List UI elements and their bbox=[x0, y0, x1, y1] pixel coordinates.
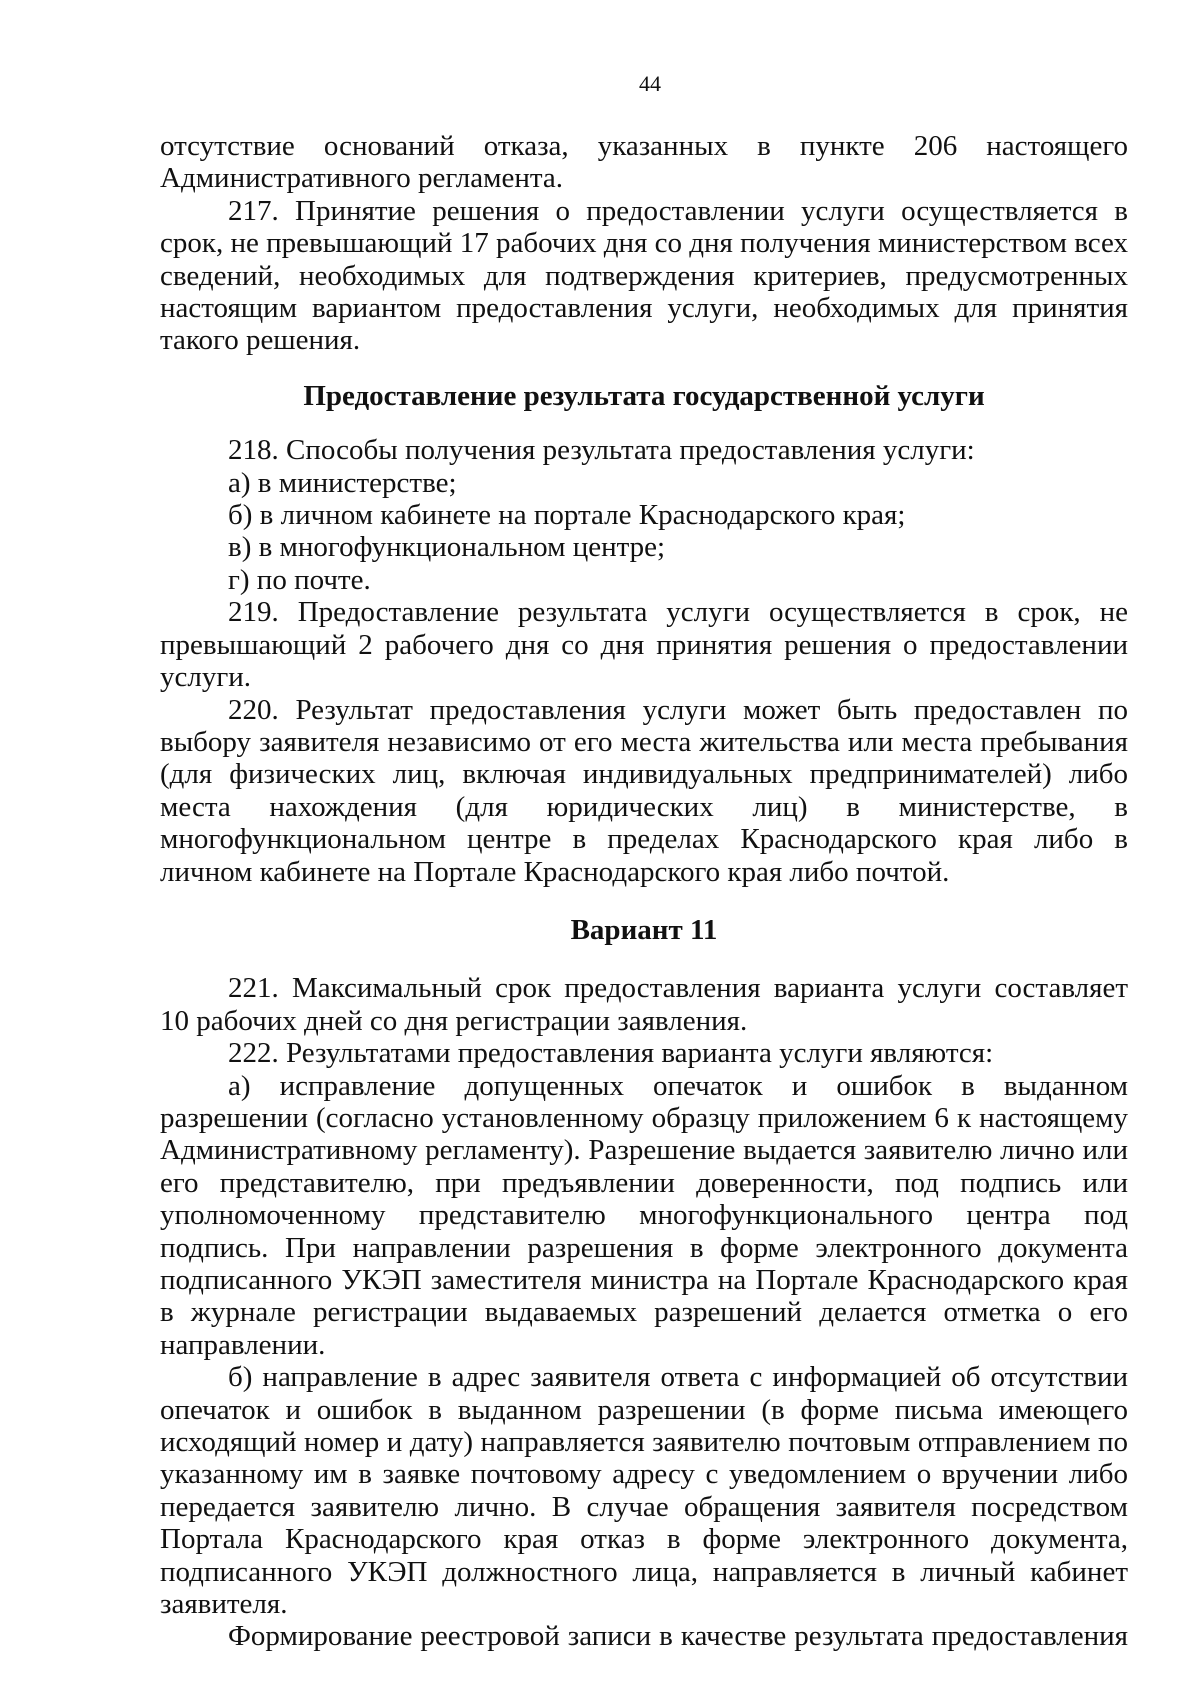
page-number: 44 bbox=[639, 71, 661, 96]
paragraph-continuation: отсутствие оснований отказа, указанных в пункте 206 настоящего Административного регламента. bbox=[160, 130, 1128, 195]
section-heading-variant: Вариант 11 bbox=[570, 913, 718, 946]
paragraph-220: 220. Результат предоставления услуги может быть предоставлен по выбору заявителя независимо от его места жительства или места пребывания (для физических лиц, включая индивидуальных предпринимателей) либо места нахождения (для юридических лиц) в министерстве, в многофункциональном центре в пределах Краснодарского края либо в личном кабинете на Портале Краснодарского края либо почтой. bbox=[160, 693, 1128, 888]
list-item-a: а) в министерстве; bbox=[228, 466, 457, 499]
paragraph-217: 217. Принятие решения о предоставлении услуги осуществляется в срок, не превышающий 17 рабочих дня со дня получения министерством всех сведений, необходимых для подтверждения критериев, предусмотренных настоящим вариантом предоставления услуги, необходимых для принятия такого решения. bbox=[160, 194, 1128, 357]
paragraph-222-item-b: б) направление в адрес заявителя ответа с информацией об отсутствии опечаток и ошибок в выданном разрешении (в форме письма имеющего исходящий номер и дату) направляется заявителю почтовым отправлением по указанному им в заявке почтовому адресу с уведомлением о вручении либо передается заявителю лично. В случае обращения заявителя посредством Портала Краснодарского края отказ в форме электронного документа, подписанного УКЭП должностного лица, направляется в личный кабинет заявителя. bbox=[160, 1361, 1128, 1621]
document-page bbox=[160, 72, 1128, 1653]
list-item-b: б) в личном кабинете на портале Краснодарского края; bbox=[228, 499, 906, 532]
list-item-c: в) в многофункциональном центре; bbox=[228, 531, 666, 564]
paragraph-221: 221. Максимальный срок предоставления варианта услуги составляет 10 рабочих дней со дня регистрации заявления. bbox=[160, 972, 1128, 1037]
paragraph-222: 222. Результатами предоставления варианта услуги являются: bbox=[228, 1037, 994, 1070]
paragraph-222-item-a: а) исправление допущенных опечаток и ошибок в выданном разрешении (согласно установленному образцу приложением 6 к настоящему Административному регламенту). Разрешение выдается заявителю лично или его представителю, при предъявлении доверенности, под подпись или уполномоченному представителю многофункционального центра под подпись. При направлении разрешения в форме электронного документа подписанного УКЭП заместителя министра на Портале Краснодарского края в журнале регистрации выдаваемых разрешений делается отметка о его направлении. bbox=[160, 1069, 1128, 1361]
list-item-d: г) по почте. bbox=[228, 563, 371, 596]
paragraph-registry-record: Формирование реестровой записи в качестве результата предоставления bbox=[228, 1620, 1128, 1653]
paragraph-218: 218. Способы получения результата предоставления услуги: bbox=[228, 434, 975, 467]
section-heading-result: Предоставление результата государственной услуги bbox=[303, 379, 985, 412]
paragraph-219: 219. Предоставление результата услуги осуществляется в срок, не превышающий 2 рабочего дня со дня принятия решения о предоставлении услуги. bbox=[160, 596, 1128, 694]
